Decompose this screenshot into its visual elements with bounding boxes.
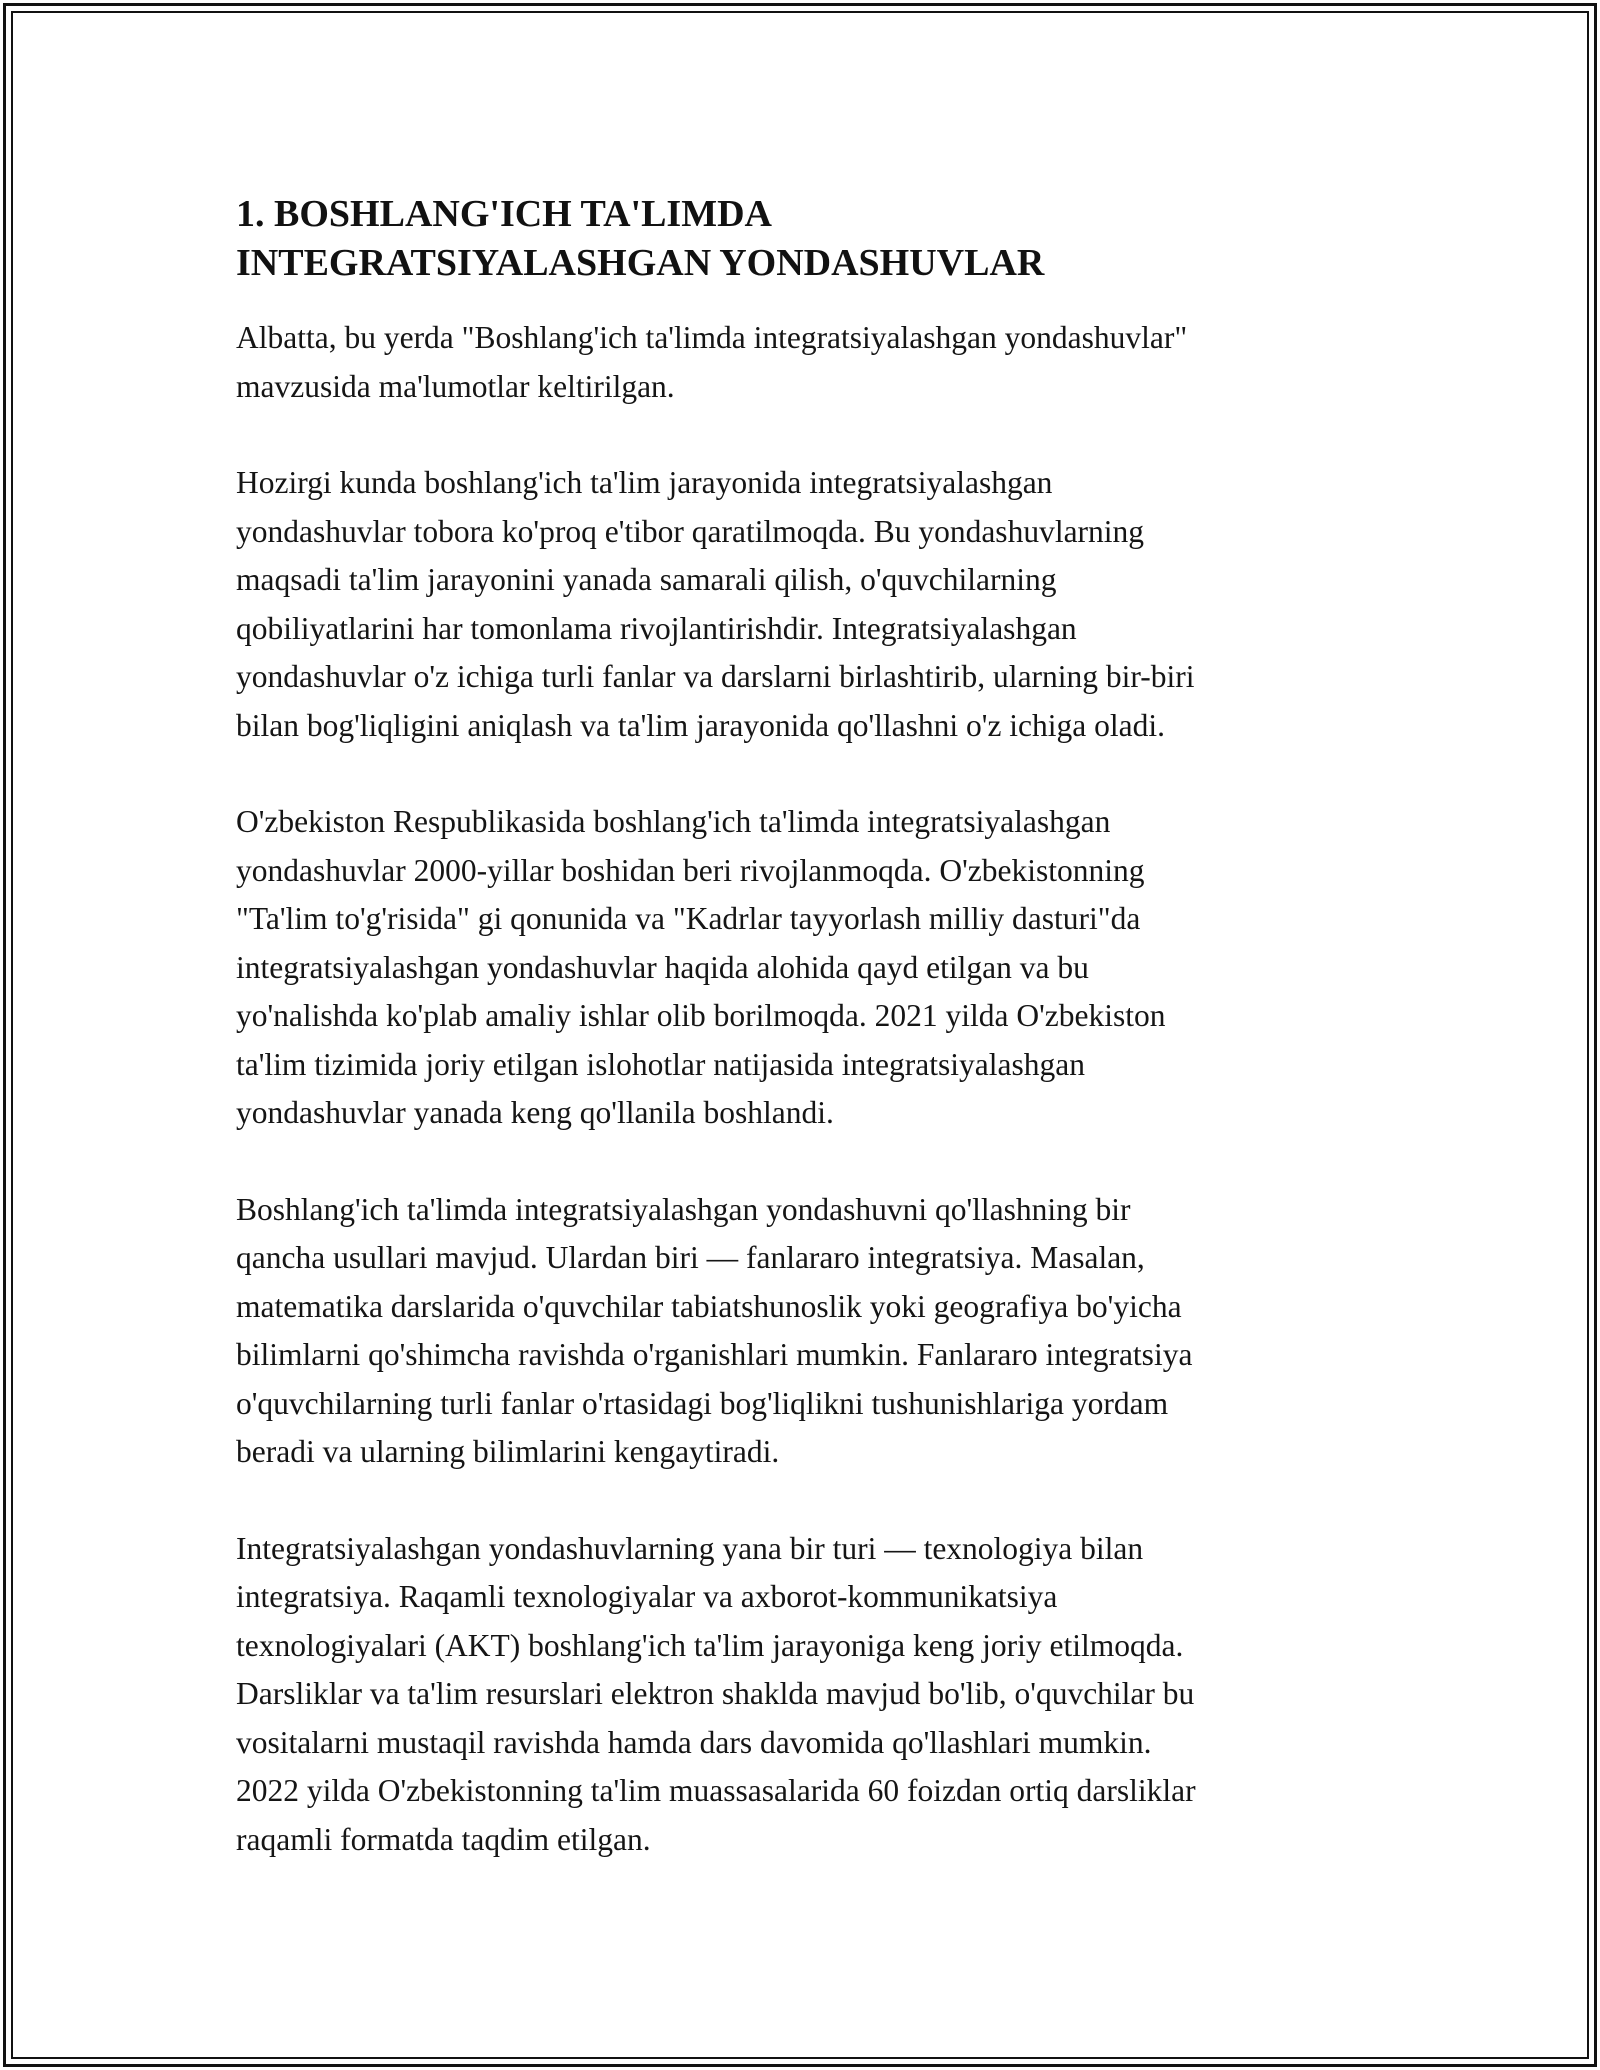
- text-line: bilimlarni qo'shimcha ravishda o'rganishlari mumkin. Fanlararo integratsiya: [236, 1337, 1193, 1372]
- paragraph-intro: [236, 314, 1366, 411]
- text-line: Integratsiyalashgan yondashuvlarning yana bir turi — texnologiya bilan: [236, 1530, 1144, 1566]
- text-line: mavzusida ma'lumotlar keltirilgan.: [236, 368, 675, 404]
- document-body: [236, 190, 1366, 1912]
- text-line: qancha usullari mavjud. Ulardan biri — fanlararo integratsiya. Masalan,: [236, 1240, 1145, 1275]
- section-heading: [236, 190, 1366, 288]
- text-line: yondashuvlar tobora ko'proq e'tibor qaratilmoqda. Bu yondashuvlarning: [236, 513, 1145, 549]
- text-line: Hozirgi kunda boshlang'ich ta'lim jarayonida integratsiyalashgan: [236, 465, 1053, 500]
- text-line: Albatta, bu yerda "Boshlang'ich ta'limda integratsiyalashgan yondashuvlar": [236, 320, 1188, 355]
- text-line: maqsadi ta'lim jarayonini yanada samarali qilish, o'quvchilarning: [236, 562, 1057, 597]
- text-line: "Ta'lim to'g'risida" gi qonunida va "Kadrlar tayyorlash milliy dasturi"da: [236, 901, 1141, 936]
- text-line: bilan bog'liqligini aniqlash va ta'lim jarayonida qo'llashni o'z ichiga oladi.: [236, 707, 1166, 743]
- text-line: integratsiya. Raqamli texnologiyalar va axborot-kommunikatsiya: [236, 1579, 1058, 1614]
- text-line: Boshlang'ich ta'limda integratsiyalashgan yondashuvni qo'llashning bir: [236, 1191, 1131, 1227]
- text-line: vositalarni mustaqil ravishda hamda dars davomida qo'llashlari mumkin.: [236, 1724, 1152, 1760]
- text-line: qobiliyatlarini har tomonlama rivojlantirishdir. Integratsiyalashgan: [236, 610, 1077, 646]
- text-line: ta'lim tizimida joriy etilgan islohotlar natijasida integratsiyalashgan: [236, 1046, 1085, 1082]
- text-line: beradi va ularning bilimlarini kengaytiradi.: [236, 1434, 780, 1469]
- text-line: yondashuvlar 2000-yillar boshidan beri rivojlanmoqda. O'zbekistonning: [236, 852, 1145, 888]
- heading-line: 1. BOSHLANG'ICH TA'LIMDA: [236, 193, 772, 235]
- text-line: 2022 yilda O'zbekistonning ta'lim muassasalarida 60 foizdan ortiq darsliklar: [236, 1773, 1196, 1808]
- text-line: yo'nalishda ko'plab amaliy ishlar olib borilmoqda. 2021 yilda O'zbekiston: [236, 998, 1166, 1033]
- text-line: yondashuvlar yanada keng qo'llanila boshlandi.: [236, 1095, 834, 1130]
- text-line: integratsiyalashgan yondashuvlar haqida alohida qayd etilgan va bu: [236, 949, 1089, 985]
- text-line: Darsliklar va ta'lim resurslari elektron shaklda mavjud bo'lib, o'quvchilar bu: [236, 1676, 1195, 1711]
- text-line: matematika darslarida o'quvchilar tabiatshunoslik yoki geografiya bo'yicha: [236, 1288, 1182, 1324]
- text-line: O'zbekiston Respublikasida boshlang'ich ta'limda integratsiyalashgan: [236, 804, 1111, 839]
- text-line: texnologiyalari (AKT) boshlang'ich ta'lim jarayoniga keng joriy etilmoqda.: [236, 1627, 1184, 1663]
- text-line: o'quvchilarning turli fanlar o'rtasidagi bog'liqlikni tushunishlariga yordam: [236, 1385, 1169, 1421]
- paragraph-current-state: [236, 459, 1366, 750]
- text-line: raqamli formatda taqdim etilgan.: [236, 1821, 651, 1857]
- heading-line: INTEGRATSIYALASHGAN YONDASHUVLAR: [236, 242, 1045, 284]
- text-line: yondashuvlar o'z ichiga turli fanlar va darslarni birlashtirib, ularning bir-biri: [236, 659, 1195, 694]
- paragraph-technology: [236, 1525, 1366, 1865]
- paragraph-uzbekistan: [236, 798, 1366, 1138]
- paragraph-interdisciplinary: [236, 1186, 1366, 1477]
